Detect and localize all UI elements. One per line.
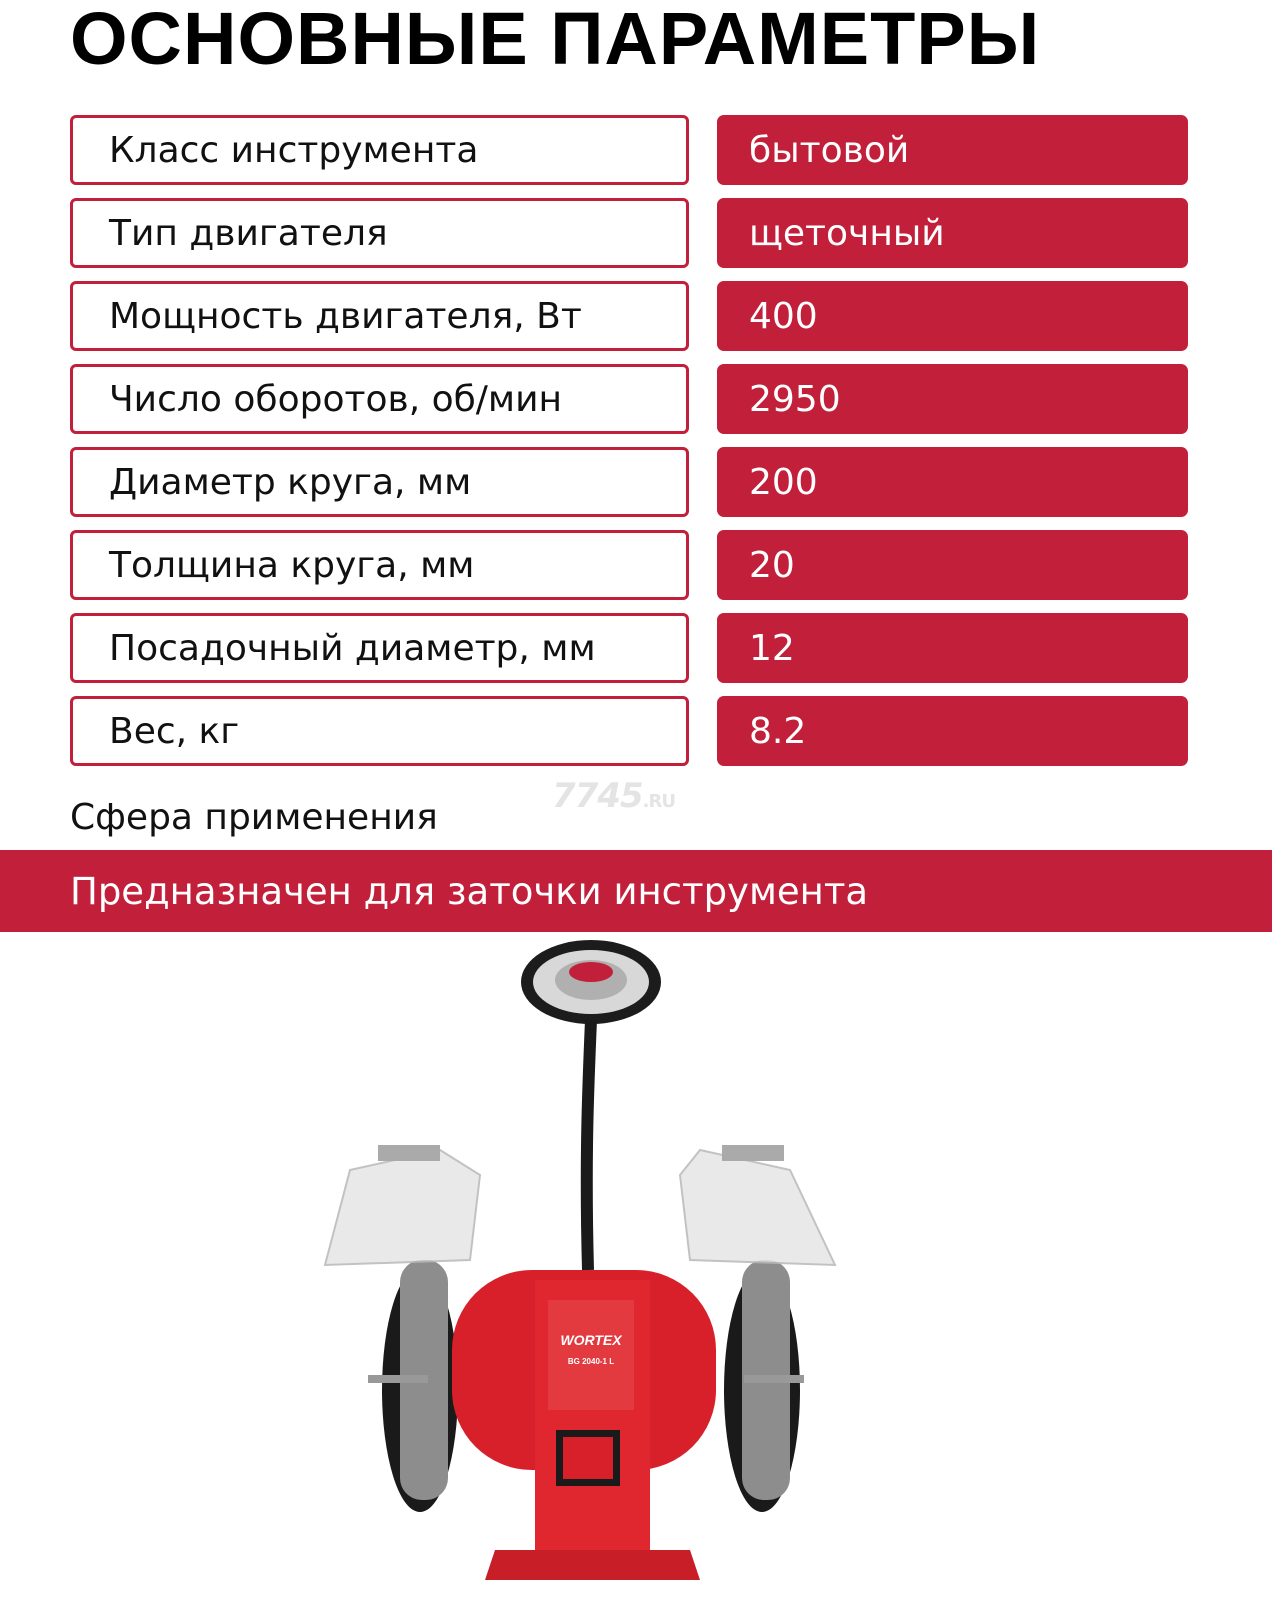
product-image [0, 940, 1272, 1600]
spec-row [70, 281, 1212, 351]
application-label: Сфера применения [70, 797, 438, 838]
watermark: 7745.RU [552, 776, 675, 816]
spec-row [70, 198, 1212, 268]
spec-value: 400 [717, 281, 1188, 351]
spec-row [70, 530, 1212, 600]
spec-row [70, 613, 1212, 683]
brand-logo: WORTEX [560, 1332, 622, 1348]
spec-label: Тип двигателя [70, 198, 689, 268]
spec-label: Число оборотов, об/мин [70, 364, 689, 434]
spec-row [70, 115, 1212, 185]
spec-row [70, 364, 1212, 434]
application-value: Предназначен для заточки инструмента [0, 850, 1272, 932]
spec-label: Вес, кг [70, 696, 689, 766]
spec-label: Толщина круга, мм [70, 530, 689, 600]
spec-row [70, 696, 1212, 766]
spec-value: 200 [717, 447, 1188, 517]
spec-label: Класс инструмента [70, 115, 689, 185]
spec-value: бытовой [717, 115, 1188, 185]
spec-value: 20 [717, 530, 1188, 600]
spec-row [70, 447, 1212, 517]
spec-label: Диаметр круга, мм [70, 447, 689, 517]
spec-value: щеточный [717, 198, 1188, 268]
page-title: ОСНОВНЫЕ ПАРАМЕТРЫ [70, 0, 1041, 80]
spec-label: Мощность двигателя, Вт [70, 281, 689, 351]
spec-value: 12 [717, 613, 1188, 683]
spec-value: 8.2 [717, 696, 1188, 766]
spec-value: 2950 [717, 364, 1188, 434]
model-label: BG 2040-1 L [567, 1357, 615, 1366]
spec-label: Посадочный диаметр, мм [70, 613, 689, 683]
